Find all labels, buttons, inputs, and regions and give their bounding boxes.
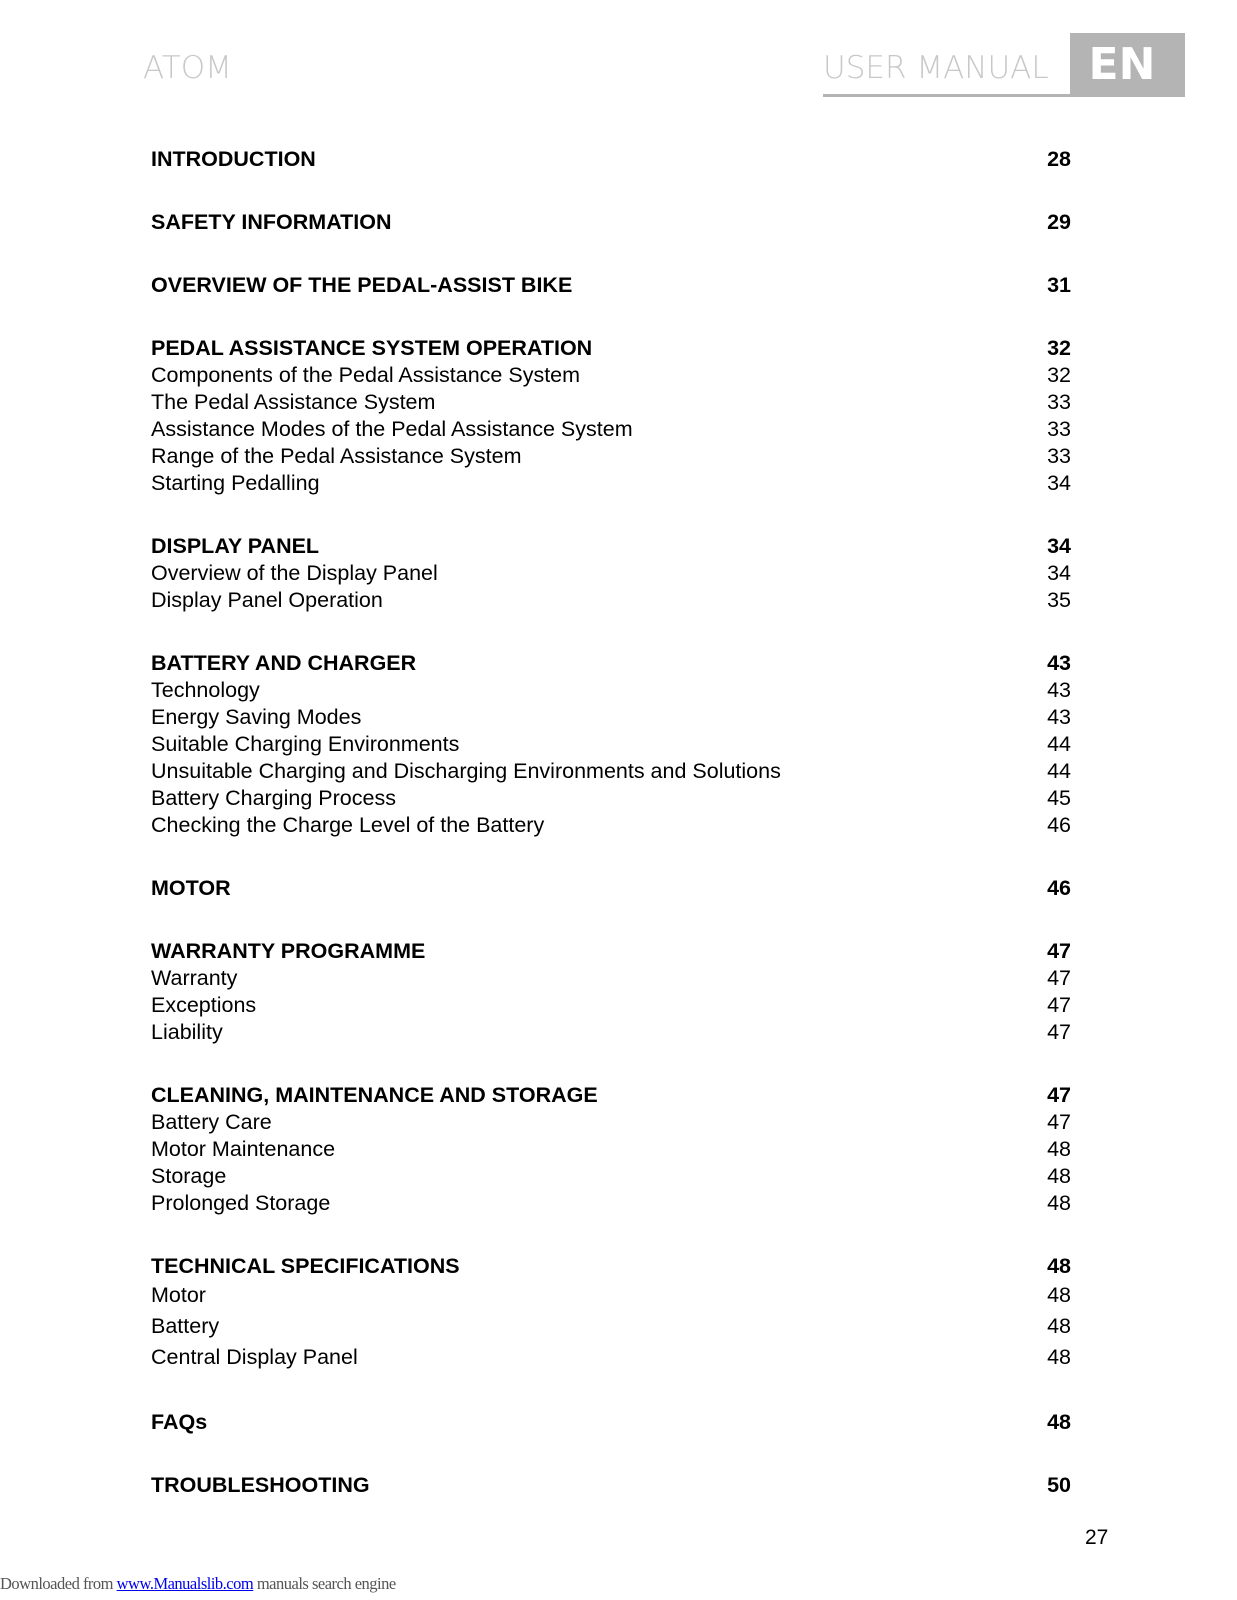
toc-entry[interactable] [151, 785, 1071, 812]
toc-entry[interactable] [151, 1163, 1071, 1190]
toc-entry-page: 43 [1047, 678, 1071, 702]
toc-entry-title: The Pedal Assistance System [151, 390, 436, 414]
toc-heading[interactable] [151, 335, 1071, 362]
toc-heading-page: 32 [1047, 336, 1071, 360]
toc-heading-title: FAQs [151, 1410, 208, 1434]
toc-heading[interactable] [151, 1253, 1071, 1280]
toc-heading-title: CLEANING, MAINTENANCE AND STORAGE [151, 1083, 598, 1107]
toc-entry-page: 48 [1047, 1283, 1071, 1307]
footer-prefix: Downloaded from [0, 1574, 117, 1593]
toc-heading-page: 50 [1047, 1473, 1071, 1497]
toc-heading-title: BATTERY AND CHARGER [151, 651, 417, 675]
toc-entry[interactable] [151, 812, 1071, 839]
manual-title: USER MANUAL [823, 50, 1049, 86]
toc-heading-page: 31 [1047, 273, 1071, 297]
toc-entry-page: 48 [1047, 1345, 1071, 1369]
toc-entry-title: Energy Saving Modes [151, 705, 362, 729]
toc-heading[interactable] [151, 1082, 1071, 1109]
toc-entry-page: 48 [1047, 1191, 1071, 1215]
toc-section [151, 146, 1071, 173]
toc-entry-page: 43 [1047, 705, 1071, 729]
toc-heading-page: 46 [1047, 876, 1071, 900]
toc-entry[interactable] [151, 362, 1071, 389]
toc-entry-title: Components of the Pedal Assistance System [151, 363, 581, 387]
header-underline [823, 94, 1070, 97]
toc-heading[interactable] [151, 875, 1071, 902]
toc-entry[interactable] [151, 470, 1071, 497]
toc-entry[interactable] [151, 389, 1071, 416]
toc-entry-title: Starting Pedalling [151, 471, 320, 495]
toc-section [151, 272, 1071, 299]
toc-entry-title: Exceptions [151, 993, 257, 1017]
toc-entry-title: Suitable Charging Environments [151, 732, 460, 756]
toc-entry-page: 47 [1047, 966, 1071, 990]
page-number: 27 [1085, 1526, 1109, 1549]
toc-entry-page: 35 [1047, 588, 1071, 612]
toc-heading-page: 43 [1047, 651, 1071, 675]
toc-heading-title: DISPLAY PANEL [151, 534, 320, 558]
toc-heading-title: TECHNICAL SPECIFICATIONS [151, 1254, 460, 1278]
toc-section [151, 1253, 1071, 1373]
toc-entry[interactable] [151, 731, 1071, 758]
toc-entry[interactable] [151, 677, 1071, 704]
toc-heading[interactable] [151, 1409, 1071, 1436]
toc-entry[interactable] [151, 1280, 1071, 1311]
toc-entry[interactable] [151, 587, 1071, 614]
toc-entry-title: Checking the Charge Level of the Battery [151, 813, 545, 837]
toc-heading-title: WARRANTY PROGRAMME [151, 939, 426, 963]
toc-heading-title: INTRODUCTION [151, 147, 316, 171]
toc-entry-title: Battery Care [151, 1110, 272, 1134]
toc-heading-page: 48 [1047, 1254, 1071, 1278]
toc-entry-page: 47 [1047, 1110, 1071, 1134]
toc-entry-page: 32 [1047, 363, 1071, 387]
toc-entry-title: Assistance Modes of the Pedal Assistance System [151, 417, 633, 441]
toc-entry-page: 47 [1047, 1020, 1071, 1044]
toc-section [151, 1082, 1071, 1217]
toc-entry-page: 33 [1047, 390, 1071, 414]
toc-entry-page: 47 [1047, 993, 1071, 1017]
language-code: EN [1088, 39, 1156, 90]
toc-entry-page: 34 [1047, 561, 1071, 585]
toc-heading[interactable] [151, 1472, 1071, 1499]
toc-heading[interactable] [151, 146, 1071, 173]
toc-section [151, 875, 1071, 902]
toc-heading-page: 48 [1047, 1410, 1071, 1434]
toc-entry[interactable] [151, 992, 1071, 1019]
language-badge [1070, 33, 1185, 97]
footer-suffix: manuals search engine [253, 1574, 396, 1593]
toc-heading-page: 34 [1047, 534, 1071, 558]
toc-entry[interactable] [151, 1311, 1071, 1342]
toc-heading-page: 29 [1047, 210, 1071, 234]
toc-entry-title: Liability [151, 1020, 223, 1044]
toc-section [151, 1472, 1071, 1499]
toc-heading[interactable] [151, 938, 1071, 965]
toc-entry-title: Display Panel Operation [151, 588, 383, 612]
toc-entry-title: Battery Charging Process [151, 786, 396, 810]
toc-section [151, 335, 1071, 497]
toc-heading-page: 47 [1047, 939, 1071, 963]
toc-entry[interactable] [151, 1136, 1071, 1163]
toc-entry[interactable] [151, 416, 1071, 443]
toc-entry-title: Prolonged Storage [151, 1191, 331, 1215]
toc-heading-title: MOTOR [151, 876, 231, 900]
download-footer [0, 1574, 396, 1594]
toc-heading-page: 47 [1047, 1083, 1071, 1107]
toc-entry[interactable] [151, 560, 1071, 587]
toc-entry-title: Central Display Panel [151, 1345, 358, 1369]
toc-section [151, 650, 1071, 839]
toc-entry-title: Overview of the Display Panel [151, 561, 438, 585]
toc-entry[interactable] [151, 1342, 1071, 1373]
brand-name: ATOM [143, 50, 232, 86]
toc-heading[interactable] [151, 533, 1071, 560]
toc-entry-title: Range of the Pedal Assistance System [151, 444, 522, 468]
toc-entry-title: Storage [151, 1164, 227, 1188]
toc-section [151, 209, 1071, 236]
toc-entry-page: 44 [1047, 732, 1071, 756]
toc-heading-page: 28 [1047, 147, 1071, 171]
toc-entry-page: 33 [1047, 417, 1071, 441]
toc-entry[interactable] [151, 965, 1071, 992]
toc-entry[interactable] [151, 1109, 1071, 1136]
toc-heading-title: OVERVIEW OF THE PEDAL-ASSIST BIKE [151, 273, 573, 297]
toc-heading-title: SAFETY INFORMATION [151, 210, 392, 234]
toc-entry[interactable] [151, 1190, 1071, 1217]
toc-entry-title: Motor Maintenance [151, 1137, 336, 1161]
toc-entry-title: Battery [151, 1314, 220, 1338]
toc-entry-page: 45 [1047, 786, 1071, 810]
toc-entry-title: Warranty [151, 966, 238, 990]
manualslib-link[interactable]: www.Manualslib.com [116, 1574, 254, 1593]
toc-entry[interactable] [151, 443, 1071, 470]
toc-entry-page: 48 [1047, 1164, 1071, 1188]
toc-entry-page: 33 [1047, 444, 1071, 468]
toc-section [151, 938, 1071, 1046]
toc-entry[interactable] [151, 758, 1071, 785]
toc-entry-page: 46 [1047, 813, 1071, 837]
toc-entry[interactable] [151, 704, 1071, 731]
table-of-contents [151, 146, 1071, 1535]
toc-heading[interactable] [151, 272, 1071, 299]
toc-heading[interactable] [151, 650, 1071, 677]
toc-entry-title: Unsuitable Charging and Discharging Environments and Solutions [151, 759, 781, 783]
toc-entry-page: 44 [1047, 759, 1071, 783]
toc-entry-title: Motor [151, 1283, 206, 1307]
toc-section [151, 1409, 1071, 1436]
toc-entry-page: 34 [1047, 471, 1071, 495]
toc-entry[interactable] [151, 1019, 1071, 1046]
toc-heading-title: TROUBLESHOOTING [151, 1473, 370, 1497]
toc-entry-page: 48 [1047, 1137, 1071, 1161]
toc-heading[interactable] [151, 209, 1071, 236]
toc-entry-page: 48 [1047, 1314, 1071, 1338]
toc-heading-title: PEDAL ASSISTANCE SYSTEM OPERATION [151, 336, 593, 360]
toc-entry-title: Technology [151, 678, 260, 702]
toc-section [151, 533, 1071, 614]
